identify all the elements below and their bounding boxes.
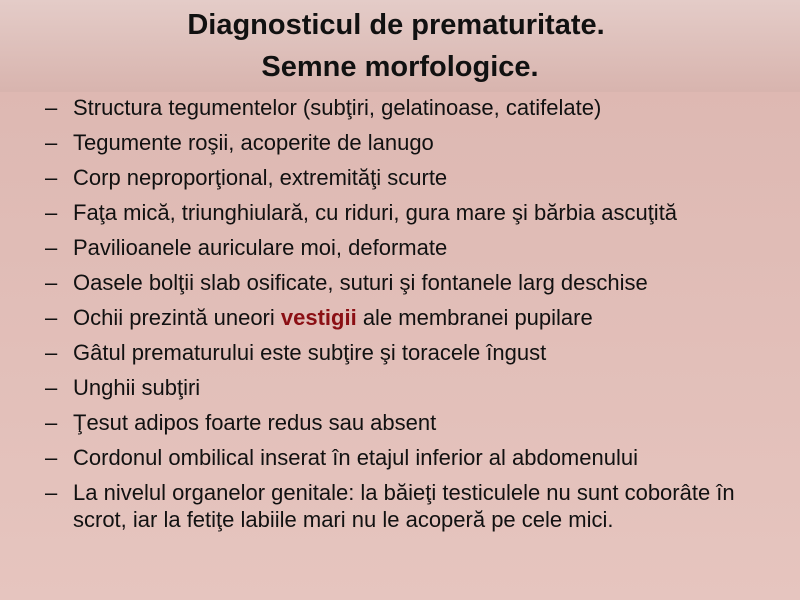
bullet-item (45, 94, 785, 122)
bullet-dash: – (45, 375, 58, 400)
bullet-dash: – (45, 200, 58, 225)
bullet-dash: – (45, 270, 58, 295)
bullet-text: Pavilioanele auriculare moi, deformate (73, 235, 448, 260)
bullet-text: Faţa mică, triunghiulară, cu riduri, gura mare şi bărbia ascuţită (73, 200, 678, 225)
bullet-text: Unghii subţiri (73, 375, 201, 400)
bullet-item (45, 129, 785, 157)
highlighted-term: vestigii (280, 305, 357, 330)
bullet-item (45, 199, 785, 227)
bullet-dash: – (45, 235, 58, 260)
slide-title-line-2: Semne morfologice. (261, 51, 539, 83)
bullet-text: Corp neproporţional, extremităţi scurte (73, 165, 448, 190)
bullet-text: Tegumente roşii, acoperite de lanugo (73, 130, 434, 155)
bullet-dash: – (45, 445, 58, 470)
bullet-item (45, 164, 785, 192)
bullet-dash: – (45, 410, 58, 435)
bullet-text: La nivelul organelor genitale: la băieţi testiculele nu sunt coborâte în scrot, iar la fetiţe labiile mari nu le acoperă pe cele mici. (73, 480, 735, 532)
bullet-dash: – (45, 130, 58, 155)
bullet-text: Cordonul ombilical inserat în etajul inferior al abdomenului (73, 445, 638, 470)
bullet-text: Gâtul prematurului este subţire şi toracele îngust (73, 340, 547, 365)
bullet-text: Structura tegumentelor (subţiri, gelatinoase, catifelate) (73, 95, 602, 120)
bullet-text-before: Ochii prezintă uneori (73, 305, 281, 330)
bullet-item (45, 339, 785, 367)
bullet-text: Oasele bolţii slab osificate, suturi şi fontanele larg deschise (73, 270, 648, 295)
bullet-dash: – (45, 95, 58, 120)
bullet-list (45, 94, 785, 540)
bullet-text: Ţesut adipos foarte redus sau absent (73, 410, 437, 435)
bullet-item (45, 269, 785, 297)
bullet-item (45, 304, 785, 332)
slide-title-line-1: Diagnosticul de prematuritate. (187, 9, 605, 41)
bullet-item (45, 444, 785, 472)
bullet-dash: – (45, 340, 58, 365)
bullet-item (45, 409, 785, 437)
bullet-item (45, 234, 785, 262)
slide-title (0, 4, 800, 88)
bullet-dash: – (45, 165, 58, 190)
bullet-text-after: ale membranei pupilare (356, 305, 593, 330)
bullet-item (45, 479, 785, 533)
bullet-dash: – (45, 305, 58, 330)
bullet-item (45, 374, 785, 402)
bullet-dash: – (45, 480, 58, 505)
